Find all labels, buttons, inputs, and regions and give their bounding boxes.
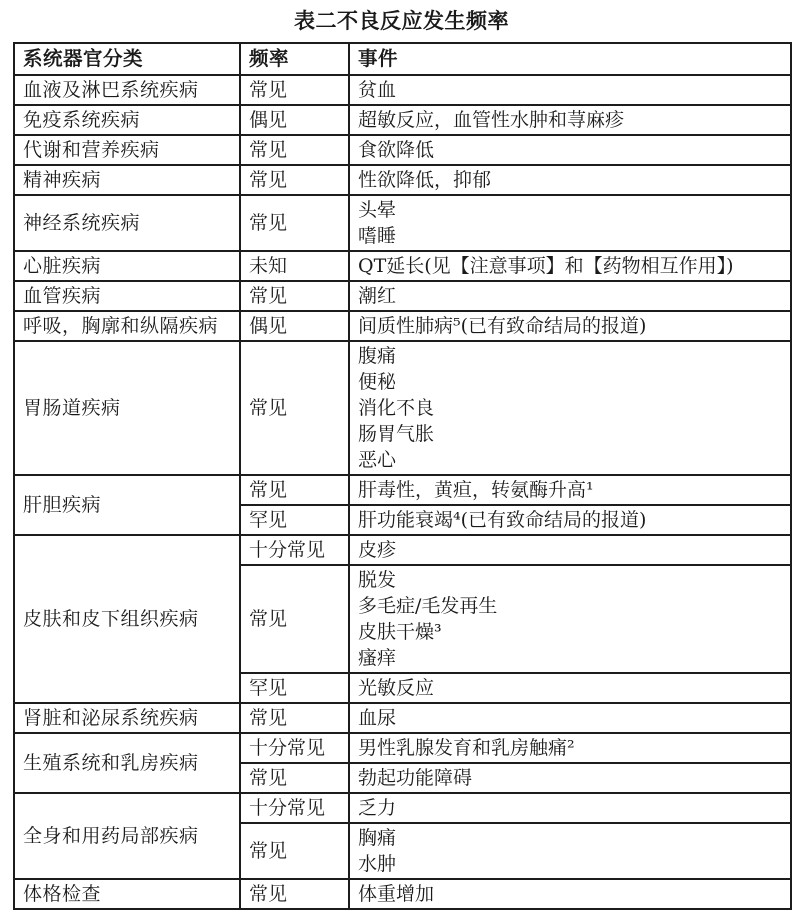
event-cell [349,823,791,879]
event-line: 体重增加 [358,883,435,905]
event-line: 男性乳腺发育和乳房触痛² [358,737,575,759]
event-cell [349,733,791,763]
event-cell [349,281,791,311]
event-line: 脱发 [358,569,397,591]
organ-cell: 体格检查 [14,879,240,909]
event-cell [349,105,791,135]
frequency-cell: 未知 [240,251,349,281]
organ-cell: 心脏疾病 [14,251,240,281]
table-row [14,535,791,565]
frequency-cell: 常见 [240,823,349,879]
table-row [14,251,791,281]
event-cell [349,565,791,673]
event-line: 乏力 [358,797,397,819]
organ-cell: 皮肤和皮下组织疾病 [14,535,240,703]
frequency-cell: 常见 [240,879,349,909]
event-cell [349,793,791,823]
event-cell [349,135,791,165]
event-line: 消化不良 [358,397,435,419]
frequency-cell: 常见 [240,763,349,793]
table-row [14,105,791,135]
frequency-cell: 常见 [240,75,349,105]
frequency-cell: 罕见 [240,673,349,703]
event-line: 皮疹 [358,539,397,561]
table-title: 表二不良反应发生频率 [294,9,509,33]
event-cell [349,75,791,105]
frequency-cell: 偶见 [240,311,349,341]
organ-cell: 呼吸，胸廓和纵隔疾病 [14,311,240,341]
event-cell [349,311,791,341]
header-row [14,43,791,75]
frequency-cell: 常见 [240,195,349,251]
header-frequency: 频率 [240,43,349,75]
table-row [14,311,791,341]
table-row [14,281,791,311]
frequency-cell: 常见 [240,565,349,673]
event-line: 肝功能衰竭⁴(已有致命结局的报道) [358,509,647,531]
table-row [14,135,791,165]
event-line: 皮肤干燥³ [358,621,442,643]
event-cell [349,673,791,703]
event-line: 间质性肺病⁵(已有致命结局的报道) [358,315,647,337]
organ-cell: 神经系统疾病 [14,195,240,251]
event-line: 肠胃气胀 [358,423,435,445]
table-row [14,75,791,105]
event-line: 便秘 [358,371,397,393]
event-line: 恶心 [358,449,397,471]
organ-cell: 血管疾病 [14,281,240,311]
table-row [14,879,791,909]
event-cell [349,505,791,535]
table-row [14,475,791,505]
event-line: 多毛症/毛发再生 [358,595,498,617]
event-cell [349,535,791,565]
event-cell [349,879,791,909]
organ-cell: 血液及淋巴系统疾病 [14,75,240,105]
organ-cell: 全身和用药局部疾病 [14,793,240,879]
organ-cell: 肝胆疾病 [14,475,240,535]
table-row [14,165,791,195]
frequency-cell: 十分常见 [240,733,349,763]
event-line: 食欲降低 [358,139,435,161]
event-line: 血尿 [358,707,397,729]
event-line: QT延长(见【注意事项】和【药物相互作用】) [358,255,734,277]
table-row [14,703,791,733]
frequency-cell: 常见 [240,281,349,311]
organ-cell: 胃肠道疾病 [14,341,240,475]
event-line: 性欲降低，抑郁 [358,169,492,191]
organ-cell: 精神疾病 [14,165,240,195]
adverse-reactions-table [13,42,792,910]
event-line: 贫血 [358,79,397,101]
event-line: 光敏反应 [358,677,435,699]
table-row [14,195,791,251]
table-row [14,733,791,763]
event-cell [349,341,791,475]
event-line: 腹痛 [358,345,397,367]
event-cell [349,475,791,505]
event-line: 嗜睡 [358,225,397,247]
header-organ-class: 系统器官分类 [14,43,240,75]
table-row [14,341,791,475]
event-line: 勃起功能障碍 [358,767,473,789]
event-cell [349,195,791,251]
event-line: 胸痛 [358,827,397,849]
frequency-cell: 十分常见 [240,535,349,565]
event-cell [349,165,791,195]
frequency-cell: 常见 [240,703,349,733]
event-line: 超敏反应，血管性水肿和荨麻疹 [358,109,625,131]
event-line: 水肿 [358,853,397,875]
frequency-cell: 常见 [240,135,349,165]
frequency-cell: 常见 [240,341,349,475]
organ-cell: 肾脏和泌尿系统疾病 [14,703,240,733]
frequency-cell: 常见 [240,165,349,195]
organ-cell: 免疫系统疾病 [14,105,240,135]
table-row [14,793,791,823]
organ-cell: 代谢和营养疾病 [14,135,240,165]
frequency-cell: 十分常见 [240,793,349,823]
document-page [0,8,800,905]
event-cell [349,763,791,793]
event-line: 瘙痒 [358,647,397,669]
header-event: 事件 [349,43,791,75]
frequency-cell: 偶见 [240,105,349,135]
adverse-reactions-tbody [14,75,791,909]
frequency-cell: 常见 [240,475,349,505]
event-cell [349,251,791,281]
event-line: 头晕 [358,199,397,221]
frequency-cell: 罕见 [240,505,349,535]
event-line: 潮红 [358,285,397,307]
organ-cell: 生殖系统和乳房疾病 [14,733,240,793]
table-header [14,43,791,75]
event-cell [349,703,791,733]
event-line: 肝毒性，黄疸，转氨酶升高¹ [358,479,594,501]
